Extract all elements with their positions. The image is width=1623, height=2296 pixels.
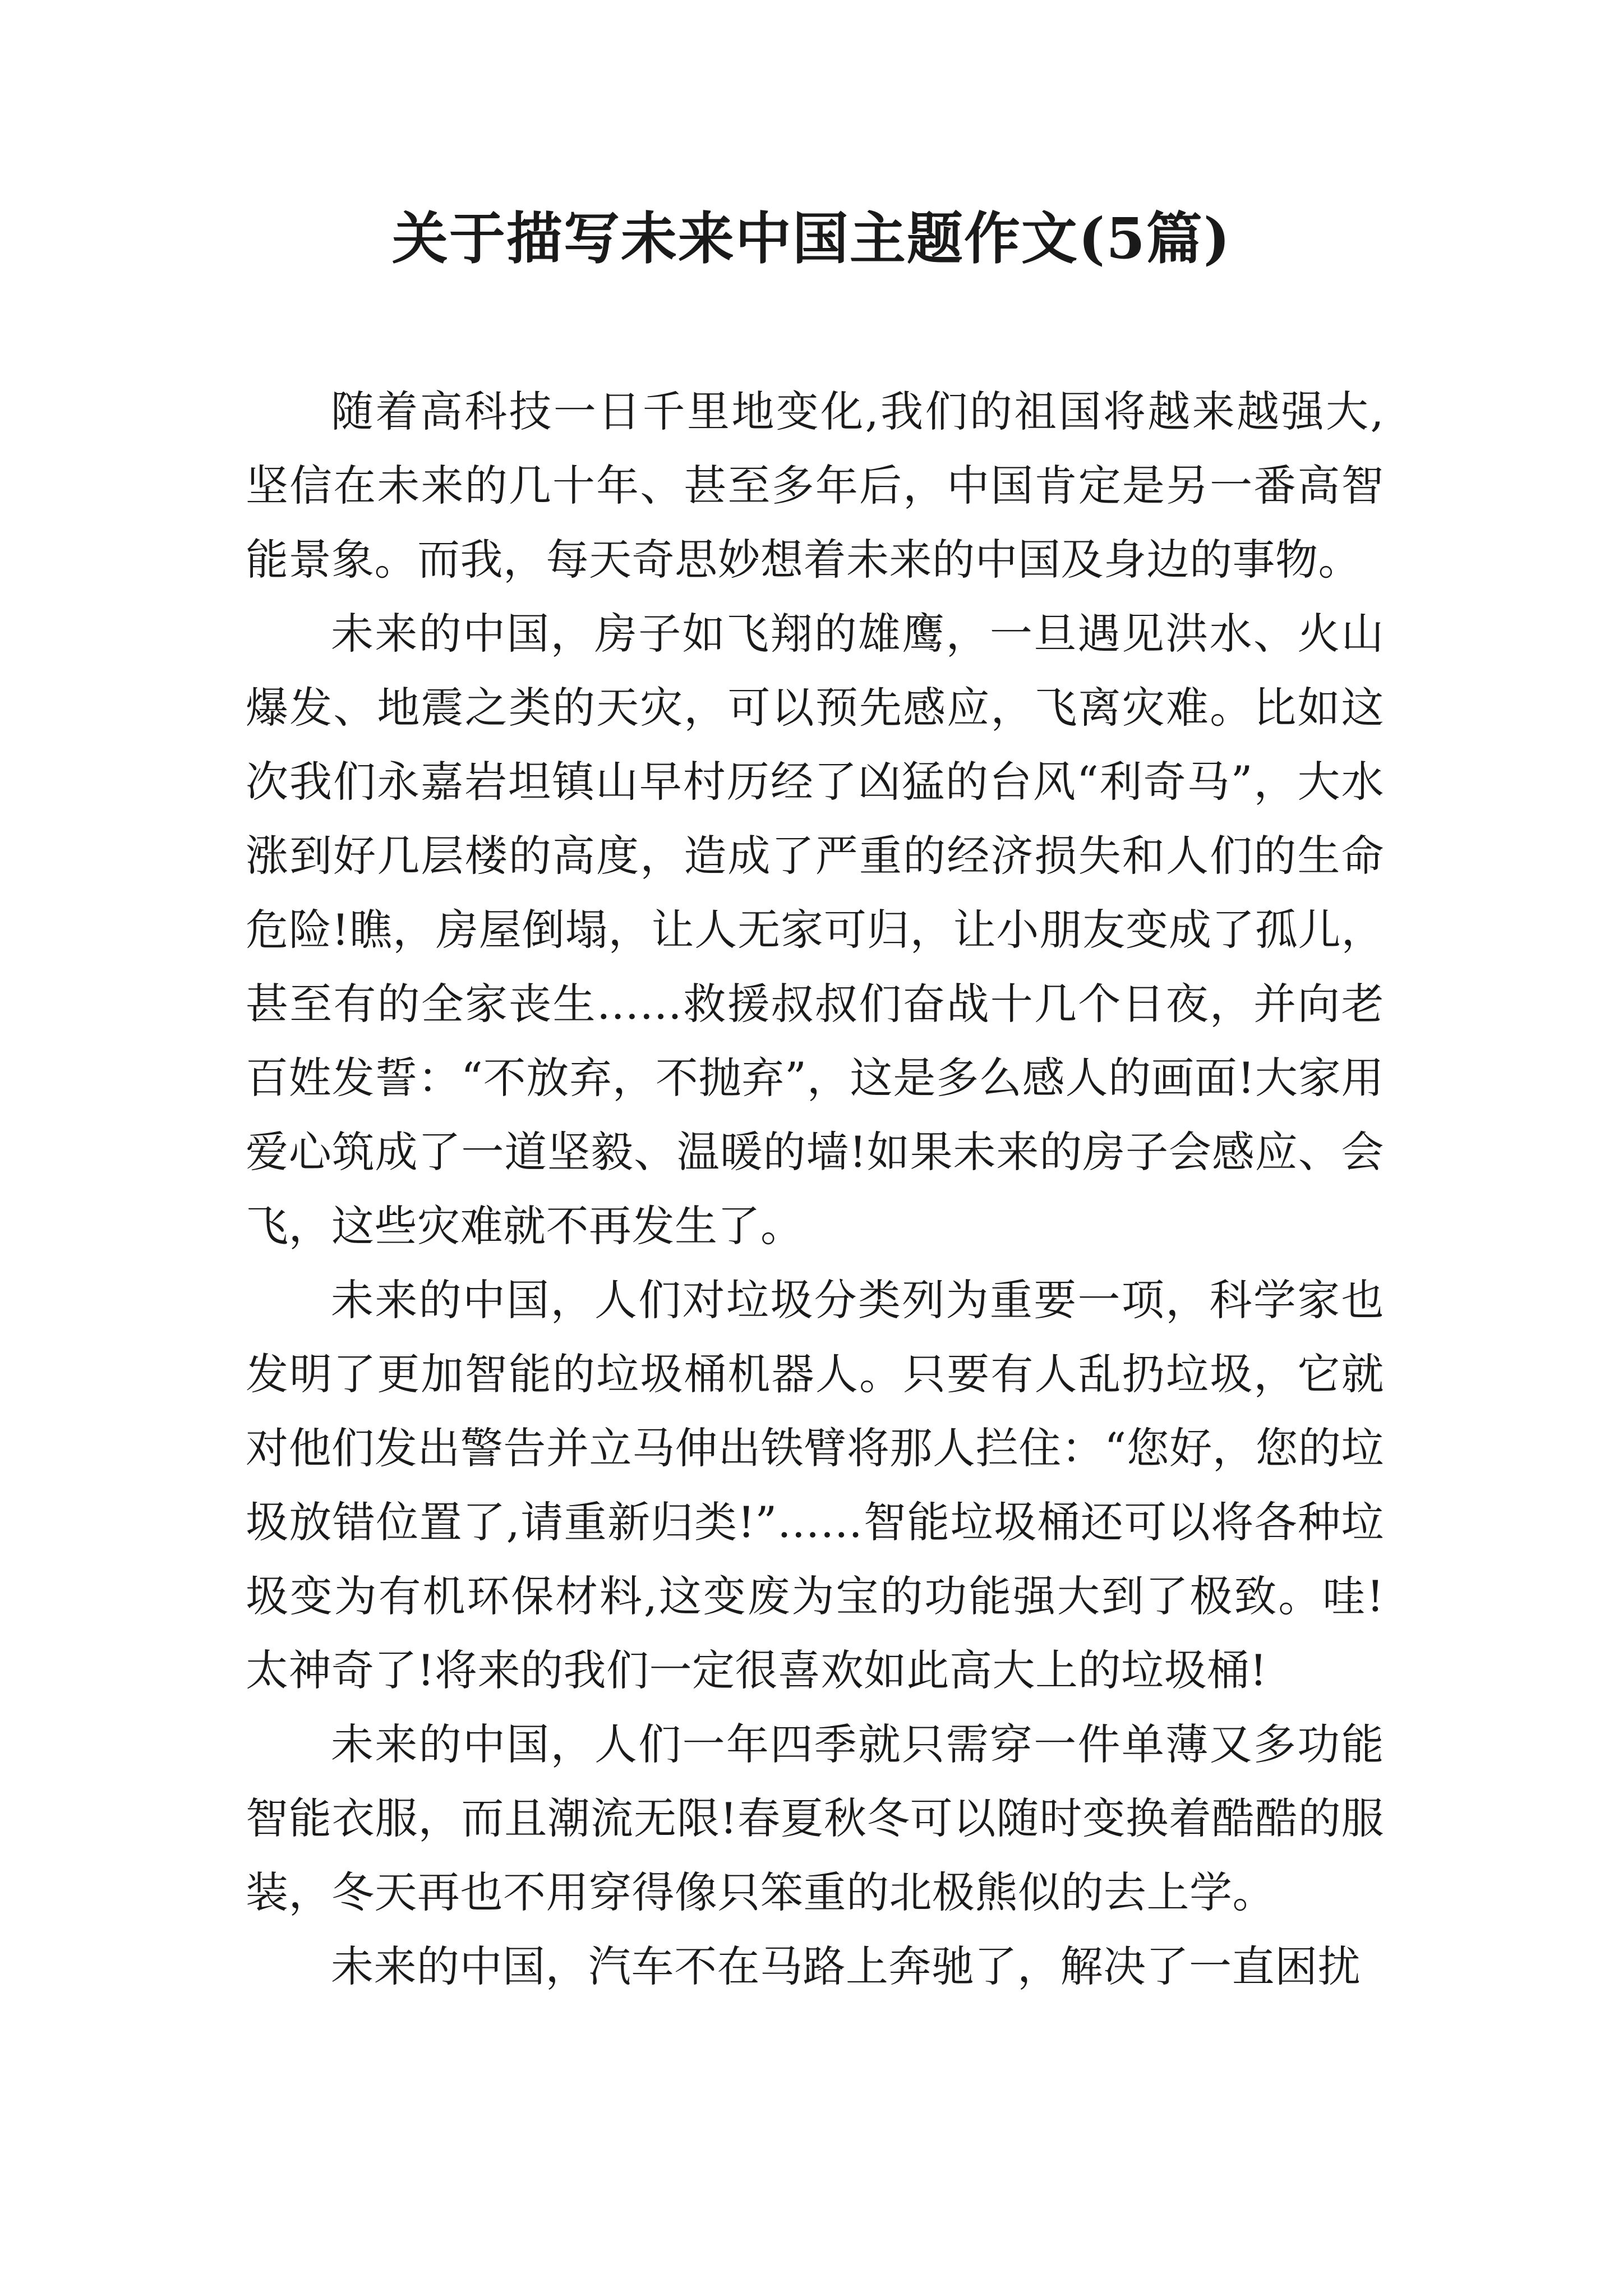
document-body (246, 375, 1384, 2004)
paragraph-clothes: 未来的中国，人们一年四季就只需穿一件单薄又多功能智能衣服，而且潮流无限!春夏秋冬可以随时变换着酷酷的服装，冬天再也不用穿得像只笨重的北极熊似的去上学。 (246, 1719, 1384, 1917)
document-title: 关于描写未来中国主题作文(5篇) (391, 205, 1232, 272)
paragraph-houses: 未来的中国，房子如飞翔的雄鹰，一旦遇见洪水、火山爆发、地震之类的天灾，可以预先感应，飞离灾难。比如这次我们永嘉岩坦镇山早村历经了凶猛的台风“利奇马”，大水涨到好几层楼的高度，造成了严重的经济损失和人们的生命危险!瞧，房屋倒塌，让人无家可归，让小朋友变成了孤儿，甚至有的全家丧生……救援叔叔们奋战十几个日夜，并向老百姓发誓：“不放弃，不抛弃”，这是多么感人的画面!大家用爱心筑成了一道坚毅、温暖的墙!如果未来的房子会感应、会飞，这些灾难就不再发生了。 (246, 609, 1384, 1251)
paragraph-intro: 随着高科技一日千里地变化,我们的祖国将越来越强大,坚信在未来的几十年、甚至多年后，中国肯定是另一番高智能景象。而我，每天奇思妙想着未来的中国及身边的事物。 (246, 386, 1384, 585)
paragraph-cars: 未来的中国，汽车不在马路上奔驰了，解决了一直困扰 (331, 1941, 1361, 1991)
paragraph-trash-robot: 未来的中国，人们对垃圾分类列为重要一项，科学家也发明了更加智能的垃圾桶机器人。只要有人乱扔垃圾，它就对他们发出警告并立马伸出铁臂将那人拦住：“您好，您的垃圾放错位置了,请重新归类!”……智能垃圾桶还可以将各种垃圾变为有机环保材料,这变废为宝的功能强大到了极致。哇!太神奇了!将来的我们一定很喜欢如此高大上的垃圾桶! (246, 1275, 1384, 1695)
